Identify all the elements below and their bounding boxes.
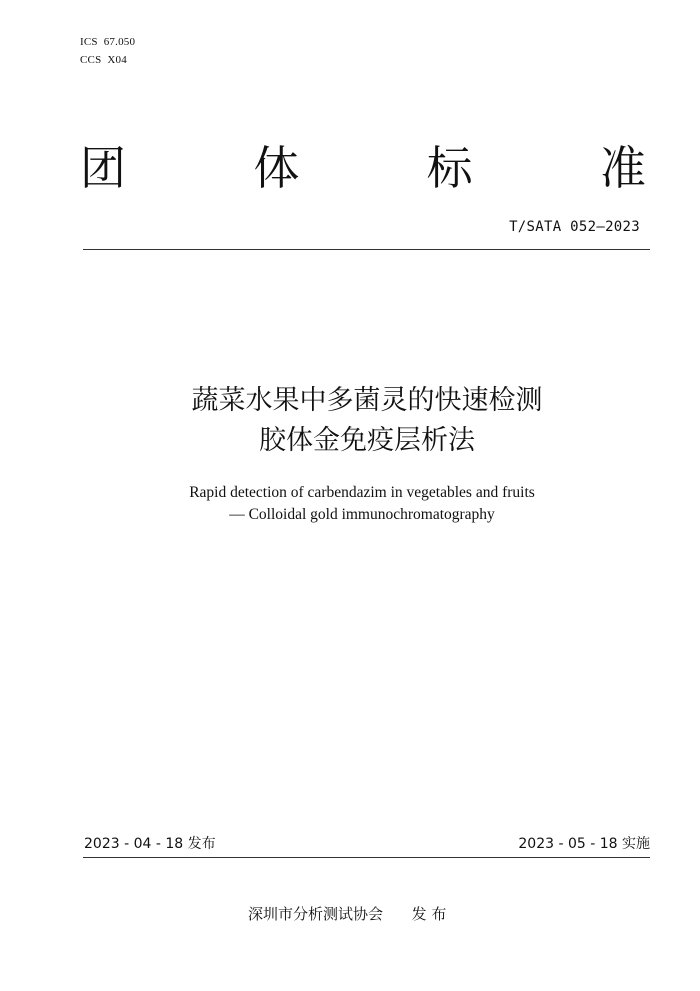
issue-date: 2023 - 04 - 18 发布 bbox=[84, 836, 216, 852]
title-char-4: 准 bbox=[599, 141, 646, 195]
footer-divider bbox=[83, 857, 650, 858]
standard-number: T/SATA 052—2023 bbox=[509, 219, 640, 235]
ics-code bbox=[80, 35, 135, 49]
ccs-value: X04 bbox=[107, 54, 127, 66]
header-divider bbox=[83, 249, 650, 250]
ics-value: 67.050 bbox=[103, 36, 136, 48]
chinese-title-line-2: 胶体金免疫层析法 bbox=[259, 425, 475, 456]
ccs-code bbox=[80, 53, 127, 67]
publisher-line: 深圳市分析测试协会 发 布 bbox=[248, 905, 447, 923]
english-title-line-1: Rapid detection of carbendazim in vegetables and fruits bbox=[189, 484, 535, 501]
ccs-label: CCS bbox=[80, 54, 102, 66]
english-title-line-2: — Colloidal gold immunochromatography bbox=[229, 506, 495, 523]
title-char-1: 团 bbox=[80, 141, 126, 195]
ics-label: ICS bbox=[80, 36, 98, 48]
chinese-title-line-1: 蔬菜水果中多菌灵的快速检测 bbox=[191, 385, 543, 416]
implementation-date: 2023 - 05 - 18 实施 bbox=[518, 836, 650, 852]
document-type-title bbox=[80, 140, 646, 196]
title-char-2: 体 bbox=[253, 141, 300, 195]
title-char-3: 标 bbox=[426, 141, 473, 195]
